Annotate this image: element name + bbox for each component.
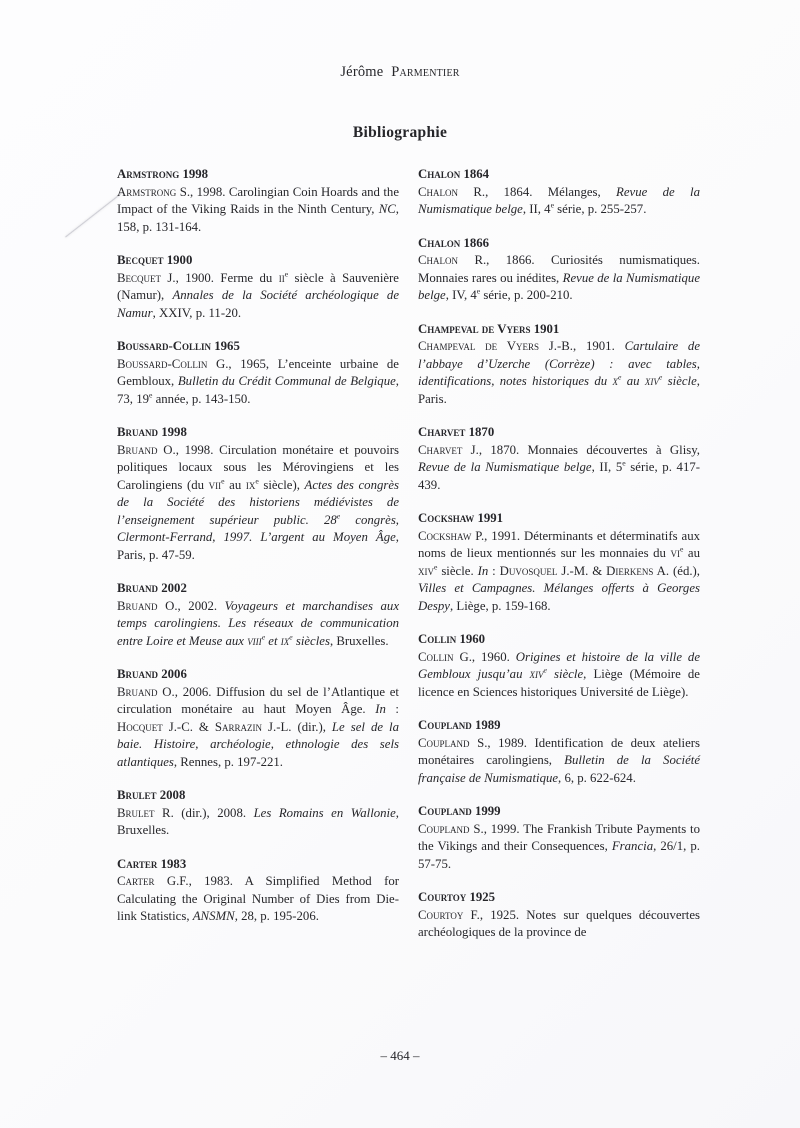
bib-text-segment: S., 1999. The Frankish Tribute Payments to the Vikings and their Consequences, [418, 821, 700, 853]
bib-entry-author: Champeval de Vyers [418, 321, 531, 336]
bib-entry-author: Carter [117, 856, 158, 871]
bib-entry-year: 1999 [471, 804, 501, 818]
bib-entry-author: Bruand [117, 581, 159, 595]
bib-entry-text [418, 528, 700, 616]
bib-text-segment: , 158, p. 131-164. [117, 202, 399, 234]
bib-text-segment: , 6, p. 622-624. [558, 770, 636, 785]
bib-entry-heading [117, 666, 399, 684]
bib-text-segment: , Paris. [418, 374, 700, 406]
bib-text-segment: , Bruxelles. [117, 805, 399, 837]
bib-text-segment: au [683, 546, 700, 560]
bib-entry-heading [418, 889, 700, 907]
bib-text-segment: e [261, 632, 266, 642]
bib-entry [418, 717, 700, 787]
bib-text-segment: Cockshaw [418, 528, 472, 543]
bib-entry-text [418, 735, 700, 788]
bib-entry [117, 856, 399, 926]
bib-text-segment: G.F., 1983. A Simplified Method for Calculating the Original Number of Dies from Die-link Statistics, [117, 874, 399, 923]
bib-entry-heading [418, 321, 700, 339]
bib-text-segment: , II, 5 [591, 460, 623, 474]
bib-entry [117, 338, 399, 408]
bib-text-segment: J., 1900. Ferme du [161, 270, 279, 285]
bib-entry-text [117, 442, 399, 565]
bib-text-segment: siècle à Sauvenière (Namur), [117, 270, 399, 302]
bib-entry-author: Cockshaw [418, 511, 475, 525]
bib-entry-year: 1989 [471, 718, 501, 732]
bib-entry-text [418, 338, 700, 408]
bib-entry-heading [117, 252, 399, 270]
bib-entry-text [117, 184, 399, 237]
bib-text-segment: Coupland [418, 821, 470, 836]
bib-text-segment: Charvet [418, 442, 463, 457]
bib-text-segment: Sarrazin [214, 719, 263, 734]
bib-text-segment: au [621, 374, 645, 388]
bib-entry-heading [117, 166, 399, 184]
bib-text-segment: In [477, 563, 489, 578]
bib-entry [418, 889, 700, 942]
bib-entry-heading [117, 580, 399, 598]
bib-entry-text [117, 356, 399, 409]
bib-text-segment: siècle [546, 667, 584, 681]
bib-entry-text [117, 598, 399, 651]
bib-text-segment: ii [278, 270, 285, 285]
bib-entry-year: 1870 [465, 425, 495, 439]
bib-entry-author: Charvet [418, 425, 466, 439]
bib-text-segment: Les Romains en Wallonie [253, 805, 396, 820]
bib-entry-text [117, 873, 399, 926]
bib-entry-author: Chalon [418, 235, 461, 250]
bib-text-segment: e [434, 562, 438, 572]
bib-text-segment: , 28, p. 195-206. [234, 909, 319, 923]
bib-entry-author: Courtoy [418, 890, 467, 904]
bib-text-segment: e [289, 632, 293, 642]
bib-entry-year: 1998 [179, 167, 209, 181]
bib-text-segment: e [622, 458, 626, 468]
bib-text-segment: : [385, 702, 399, 716]
bib-text-segment: Bruand [117, 598, 158, 613]
bib-entry [418, 166, 700, 219]
bib-text-segment: vii [208, 477, 222, 492]
bib-text-segment: siècle [662, 374, 697, 388]
bib-text-segment: Chalon [418, 253, 459, 267]
bib-entry-heading [418, 717, 700, 735]
bib-text-segment: S., 1989. Identification de deux ateliers monétaires carolingiens, [418, 735, 700, 767]
bib-text-segment: , 26/1, p. 57-75. [418, 839, 700, 871]
bib-text-segment: Villes et Campagnes. Mélanges offerts à Georges Despy [418, 581, 700, 613]
bib-text-segment: Le sel de la baie. Histoire, archéologie, ethnologie des sels atlantiques [117, 719, 399, 769]
bib-text-segment: , Liège, p. 159-168. [449, 598, 551, 613]
bib-entry-author: Bruand [117, 667, 159, 681]
bib-entry-year: 1900 [163, 253, 193, 267]
bib-text-segment: Carter [117, 874, 155, 888]
bib-text-segment: In [375, 702, 386, 716]
bib-text-segment: Francia [611, 839, 654, 853]
bib-entry-author: Chalon [418, 167, 461, 181]
bib-entry [117, 424, 399, 564]
bib-entry-text [418, 252, 700, 305]
bib-text-segment: Actes des congrès de la Société des historiens médiévistes de l’enseignement supérieur public. 28 [117, 477, 400, 527]
bib-entry-year: 1991 [474, 511, 504, 525]
bib-text-segment: Courtoy [418, 907, 464, 922]
bib-entry-text [418, 821, 700, 874]
bib-text-segment: e [255, 476, 259, 486]
bib-text-segment: au [224, 477, 246, 492]
bib-entry-year: 1998 [158, 425, 187, 439]
bib-text-segment: Bulletin du Crédit Communal de Belgique [177, 374, 396, 388]
bib-text-segment: Duvosquel [499, 563, 558, 578]
bib-text-segment: O., 2002. [157, 598, 225, 613]
bib-text-segment: e [550, 200, 554, 210]
bib-text-segment: ANSMN [192, 909, 235, 923]
bib-text-segment: siècle. [437, 563, 478, 578]
bib-entry-heading [117, 424, 399, 442]
page-number: – 464 – [380, 1048, 420, 1063]
bib-text-segment: R., 1866. Curiosités numismatiques. Monnaies rares ou inédites, [418, 253, 700, 285]
bib-text-segment: J.-C. & [162, 719, 215, 734]
bib-entry-author: Brulet [117, 788, 157, 802]
bib-entry-text [418, 184, 700, 219]
bib-entry-heading [117, 338, 399, 356]
bib-entry-heading [418, 631, 700, 649]
author-last-name: Parmentier [391, 64, 460, 80]
bib-entry-author: Bruand [117, 425, 159, 439]
bib-entry-year: 1864 [460, 167, 490, 181]
bib-text-segment: S., 1998. Carolingian Coin Hoards and the Impact of the Viking Raids in the Ninth Century, [117, 184, 399, 216]
bib-text-segment: F., 1925. Notes sur quelques découvertes archéologiques de la province de [418, 907, 700, 939]
bib-text-segment: e [658, 372, 663, 382]
bib-entry-heading [418, 803, 700, 821]
bib-text-segment: Bulletin de la Société française de Numismatique [418, 753, 700, 785]
bib-text-segment: Revue de la Numismatique belge [418, 184, 700, 216]
bib-text-segment: série, p. 200-210. [480, 288, 573, 302]
bib-entry-author: Coupland [418, 804, 472, 818]
bib-entry [117, 787, 399, 840]
bib-entry-year: 1983 [157, 856, 187, 871]
bib-text-segment: Cartulaire de l’abbaye d’Uzerche (Corrèze) : avec tables, identifications, notes historiques du [418, 339, 701, 388]
bib-entry-text [418, 649, 700, 702]
bib-text-segment: viii [247, 633, 262, 648]
bib-text-segment: A. (éd.), [653, 563, 700, 578]
bib-entry-text [418, 907, 700, 942]
bib-text-segment: , II, 4 [522, 202, 551, 216]
bib-text-segment: J., 1870. Monnaies découvertes à Glisy, [462, 442, 700, 457]
bib-entry-heading [418, 166, 700, 184]
bib-text-segment: O., 2006. Diffusion du sel de l’Atlantique et circulation monétaire au haut Moyen Âge. [117, 684, 399, 716]
bib-entry-year: 2002 [158, 581, 187, 595]
bib-text-segment: J.-B., 1901. [539, 339, 625, 353]
bib-text-segment: Hocquet [117, 719, 163, 734]
bib-entry-author: Collin [418, 632, 457, 646]
bib-text-segment: Chalon [418, 184, 459, 199]
bib-text-segment: Champeval de Vyers [418, 339, 539, 353]
bib-text-segment: Becquet [117, 270, 162, 285]
bib-text-segment: Bruand [117, 684, 158, 699]
bib-text-segment: G., 1965, L’enceinte urbaine de Gembloux, [117, 356, 399, 388]
bib-entry-year: 1960 [456, 632, 486, 646]
bib-text-segment: congrès, Clermont-Ferrand, 1997. L’argent au Moyen Âge [117, 512, 399, 544]
bib-text-segment: , Rennes, p. 197-221. [173, 754, 283, 769]
bib-text-segment: e [476, 286, 481, 296]
bib-text-segment: Bruand [117, 442, 158, 457]
bib-entry [418, 510, 700, 615]
bib-text-segment: Collin [418, 649, 454, 664]
bib-entry-year: 2006 [158, 667, 187, 681]
bib-text-segment: , Paris, p. 47-59. [117, 530, 399, 562]
bib-text-segment: Revue de la Numismatique belge [418, 460, 592, 474]
bib-entry-heading [418, 235, 700, 253]
bib-text-segment: Brulet [117, 805, 155, 820]
bib-text-segment: et [265, 633, 281, 648]
bib-entry [418, 321, 700, 409]
bib-text-segment: NC [378, 202, 396, 216]
bib-text-segment: vi [670, 546, 680, 560]
bib-entry-year: 1901 [530, 321, 560, 336]
bib-text-segment: J.-L. (dir.), [262, 719, 332, 734]
bib-text-segment: siècle), [258, 477, 305, 492]
bib-entry-text [117, 270, 399, 323]
bib-text-segment: R. (dir.), 2008. [154, 805, 254, 820]
bib-text-segment: siècles [292, 633, 330, 648]
bib-entry-author: Becquet [117, 253, 164, 267]
bib-text-segment: Origines et histoire de la ville de Gembloux jusqu’au [418, 649, 701, 681]
bib-entry [117, 666, 399, 771]
bib-entry [117, 580, 399, 650]
bib-text-segment: P., 1991. Déterminants et déterminatifs aux noms de lieux mentionnés sur les monnaies du [418, 528, 700, 560]
bib-text-segment: J.-M. & [557, 563, 607, 578]
bib-entry [117, 252, 399, 322]
bib-entry-heading [117, 856, 399, 874]
bib-text-segment: , IV, 4 [445, 288, 477, 302]
bib-text-segment: année, p. 143-150. [152, 391, 251, 406]
bib-text-segment: xiv [418, 563, 434, 578]
bib-text-segment: Voyageurs et marchandises aux temps carolingiens. Les réseaux de communication entre Loire et Meuse aux [117, 598, 399, 648]
bib-entry [418, 235, 700, 305]
bib-entry-heading [117, 787, 399, 805]
bib-text-segment: xiv [529, 667, 544, 681]
page-title: Bibliographie [352, 124, 448, 141]
bib-text-segment: Annales de la Société archéologique de Namur [117, 288, 399, 320]
bib-text-segment: , 73, 19 [117, 374, 399, 406]
bib-text-segment: ix [280, 633, 290, 648]
bib-text-segment: O., 1998. Circulation monétaire et pouvoirs politiques locaux sous les Mérovingiens et les Carolingiens (du [117, 442, 399, 492]
bib-entry-heading [418, 510, 700, 528]
bib-text-segment: e [149, 390, 153, 400]
bib-text-segment: R., 1864. Mélanges, [458, 184, 617, 199]
bib-text-segment: xiv [644, 374, 659, 388]
bib-text-segment: e [679, 544, 684, 554]
bib-text-segment: Dierkens [606, 563, 654, 578]
bib-entry-text [117, 684, 399, 772]
bib-entry [418, 631, 700, 701]
bib-text-segment: G., 1960. [453, 649, 516, 664]
bib-text-segment: série, p. 255-257. [553, 202, 647, 216]
scan-artifact [65, 194, 121, 238]
bib-text-segment: e [284, 269, 289, 279]
bib-text-segment: e [221, 476, 225, 486]
bib-text-segment: e [543, 665, 547, 675]
bib-text-segment: , Bruxelles. [329, 633, 389, 648]
bib-entry [117, 166, 399, 236]
bib-text-segment: , XXIV, p. 11-20. [152, 305, 242, 320]
bib-text-segment: ix [245, 477, 256, 492]
page-author [0, 64, 800, 81]
bib-entry-author: Boussard-Collin [117, 339, 212, 353]
bib-entry-year: 1965 [211, 339, 240, 353]
bib-text-segment: , Liège (Mémoire de licence en Sciences historiques Université de Liège). [418, 667, 700, 699]
bib-entry [418, 424, 700, 494]
bib-entry-year: 1925 [466, 890, 496, 904]
bib-text-segment: Boussard-Collin [117, 356, 208, 371]
bib-text-segment: e [618, 372, 622, 382]
bib-text-segment: Revue de la Numismatique belge [418, 270, 700, 302]
bib-entry [418, 803, 700, 873]
bib-entry-year: 2008 [156, 788, 186, 802]
bib-entry-year: 1866 [460, 235, 490, 250]
bibliography-column-left [117, 166, 399, 926]
bib-entry-heading [418, 424, 700, 442]
bib-text-segment: Coupland [418, 735, 470, 750]
bib-text-segment: série, p. 417-439. [418, 460, 701, 492]
author-first-name: Jérôme [340, 64, 384, 80]
bib-text-segment: : [488, 563, 500, 578]
bib-entry-text [418, 442, 700, 495]
bib-entry-text [117, 805, 399, 840]
bibliography-column-right [418, 166, 700, 942]
bib-text-segment: Armstrong [117, 184, 177, 199]
bib-text-segment: e [336, 511, 341, 521]
bib-entry-author: Coupland [418, 718, 472, 732]
bib-entry-author: Armstrong [117, 167, 180, 181]
bib-text-segment: x [612, 374, 618, 388]
